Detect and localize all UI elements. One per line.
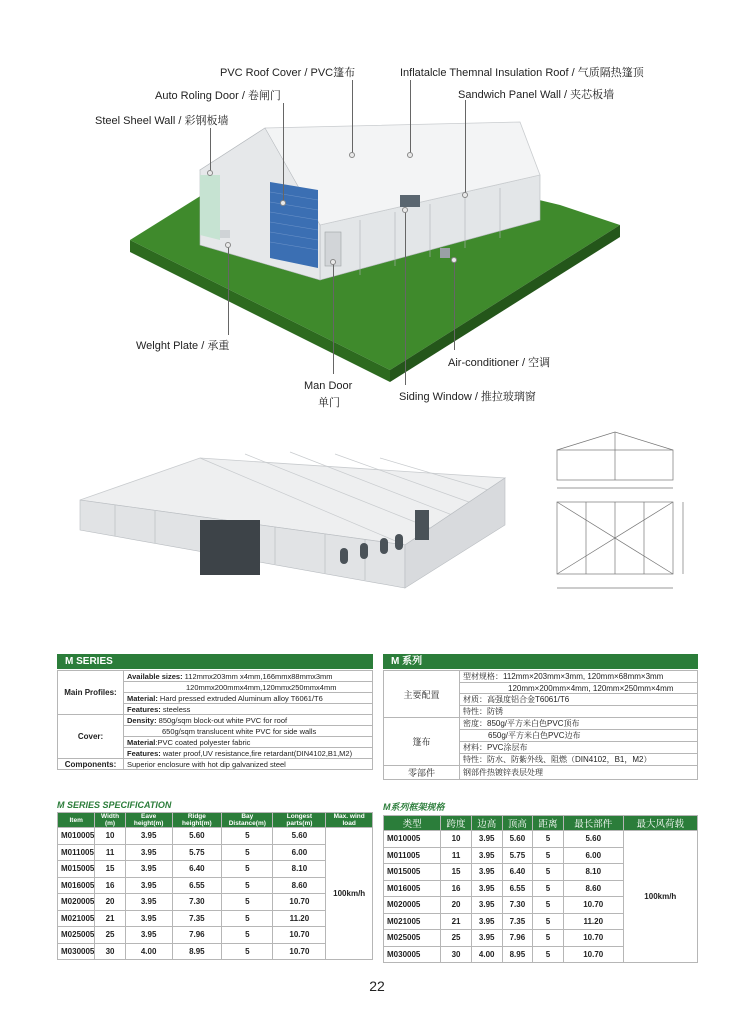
spec-cell: M015005 (384, 864, 441, 881)
spec-cell: 3.95 (125, 861, 172, 878)
spec-cell: 21 (95, 910, 125, 927)
table-row (58, 877, 373, 894)
max-wind-load-cell: 100km/h (623, 831, 697, 963)
main-profiles-label-cn: 主要配置 (384, 671, 460, 718)
spec-header: Item (58, 813, 95, 828)
components-label: Components: (58, 759, 124, 770)
spec-cell: 6.55 (172, 877, 222, 894)
spec-cell: M015005 (58, 861, 95, 878)
spec-cell: 3.95 (125, 844, 172, 861)
spec-cell: 5.60 (563, 831, 623, 848)
spec-cell: 5 (533, 897, 564, 914)
cn-row8: 特性：防水、防紫外线、阻燃（DIN4102，B1，M2） (460, 754, 698, 766)
spec-cell: 11 (95, 844, 125, 861)
spec-cell: 5 (533, 847, 564, 864)
cn-row2: 120mm×200mm×4mm, 120mm×250mm×4mm (460, 683, 698, 694)
spec-cell: 8.10 (273, 861, 326, 878)
spec-cell: 7.35 (502, 913, 533, 930)
event-tent-illustration (75, 430, 515, 600)
spec-cell: 7.30 (502, 897, 533, 914)
spec-cell: 8.60 (273, 877, 326, 894)
callout-insulation-roof: Inflatalcle Themnal Insulation Roof / 气质隔热篷顶 (400, 67, 644, 79)
spec-cell: 30 (441, 946, 472, 963)
spec-header: 顶高 (502, 816, 533, 831)
spec-cell: 3.95 (125, 927, 172, 944)
spec-cell: 3.95 (471, 847, 502, 864)
spec-cell: 5 (222, 910, 273, 927)
spec-cell: 5 (533, 864, 564, 881)
spec-cell: 6.40 (172, 861, 222, 878)
spec-cell: M030005 (58, 943, 95, 960)
cn-row7: 材料：PVC涂层布 (460, 742, 698, 754)
spec-cell: M025005 (58, 927, 95, 944)
spec-cell: M021005 (58, 910, 95, 927)
spec-cell: 20 (441, 897, 472, 914)
spec-cell: 5 (222, 927, 273, 944)
page-number: 22 (369, 978, 385, 994)
features-panel-en (57, 654, 373, 770)
spec-cell: 8.60 (563, 880, 623, 897)
spec-cell: 8.95 (172, 943, 222, 960)
material-val: Hard pressed extruded Aluminum alloy T6061/T6 (157, 693, 323, 703)
cn-row6: 650g/平方米白色PVC边布 (460, 730, 698, 742)
spec-cell: M030005 (384, 946, 441, 963)
spec-cell: 11.20 (273, 910, 326, 927)
spec-cell: 10.70 (273, 927, 326, 944)
callout-steel-wall: Steel Sheel Wall / 彩钢板墙 (95, 115, 229, 127)
density-val2: 650g/sqm translucent white PVC for side walls (124, 726, 373, 737)
spec-cell: 7.35 (172, 910, 222, 927)
spec-header: 距离 (533, 816, 564, 831)
spec-header: Bay Distance(m) (222, 813, 273, 828)
spec-cell: M020005 (58, 894, 95, 911)
cover-features-val: water proof,UV resistance,fire retardant(DIN4102,B1,M2) (160, 748, 353, 758)
cover-label-cn: 篷布 (384, 718, 460, 766)
cover-label: Cover: (58, 715, 124, 759)
table-row (58, 894, 373, 911)
spec-header: Width (m) (95, 813, 125, 828)
spec-cell: 30 (95, 943, 125, 960)
spec-cell: 5 (222, 828, 273, 845)
spec-panel-en (57, 800, 373, 960)
spec-cell: 16 (95, 877, 125, 894)
features-title-cn: M 系列 (383, 654, 698, 669)
spec-header: Eave height(m) (125, 813, 172, 828)
main-profiles-label: Main Profiles: (58, 671, 124, 715)
spec-cell: 7.30 (172, 894, 222, 911)
features-key: Features: (127, 704, 161, 714)
callout-man-door-cn: 单门 (318, 397, 340, 409)
spec-cell: 8.10 (563, 864, 623, 881)
spec-cell: 6.40 (502, 864, 533, 881)
spec-cell: 3.95 (125, 894, 172, 911)
spec-cell: 5 (222, 877, 273, 894)
spec-cell: 10.70 (273, 943, 326, 960)
spec-cell: 4.00 (471, 946, 502, 963)
spec-cell: 3.95 (471, 880, 502, 897)
features-panel-cn (383, 654, 698, 780)
spec-cell: M016005 (58, 877, 95, 894)
spec-cell: 3.95 (125, 910, 172, 927)
spec-cell: 5 (222, 894, 273, 911)
density-val1: 850g/sqm block-out white PVC for roof (156, 715, 288, 725)
avail-val1: 112mmx203mm x4mm,166mmx88mmx3mm (182, 671, 333, 681)
spec-cell: 5 (533, 880, 564, 897)
table-row (58, 927, 373, 944)
table-row (58, 861, 373, 878)
components-val: Superior enclosure with hot dip galvanized steel (124, 759, 373, 770)
spec-cell: 10.70 (563, 946, 623, 963)
cn-row9: 钢部件热镀锌表层处理 (460, 766, 698, 780)
spec-cell: 10.70 (563, 930, 623, 947)
spec-cell: 5.60 (172, 828, 222, 845)
max-wind-load-cell: 100km/h (326, 828, 373, 960)
table-row (58, 844, 373, 861)
cover-material-val: :PVC coated polyester fabric (155, 737, 251, 747)
table-row (58, 910, 373, 927)
spec-cell: M016005 (384, 880, 441, 897)
spec-cell: 3.95 (125, 828, 172, 845)
callout-man-door: Man Door (304, 380, 353, 392)
spec-cell: 3.95 (471, 897, 502, 914)
cn-row3: 材质：高强度铝合金T6061/T6 (460, 694, 698, 706)
spec-header: 最大风荷载 (623, 816, 697, 831)
spec-cell: 6.00 (563, 847, 623, 864)
spec-cell: 6.55 (502, 880, 533, 897)
spec-header: Longest parts(m) (273, 813, 326, 828)
spec-panel-cn (383, 800, 698, 963)
spec-cell: M020005 (384, 897, 441, 914)
spec-cell: 3.95 (471, 864, 502, 881)
features-title-en: M SERIES (57, 654, 373, 669)
spec-cell: M011005 (384, 847, 441, 864)
spec-cell: 15 (95, 861, 125, 878)
density-key: Density: (127, 715, 157, 725)
table-row (58, 828, 373, 845)
spec-header: 边高 (471, 816, 502, 831)
spec-cell: M025005 (384, 930, 441, 947)
spec-header: 跨度 (441, 816, 472, 831)
spec-cell: 4.00 (125, 943, 172, 960)
spec-cell: 16 (441, 880, 472, 897)
spec-cell: 3.95 (125, 877, 172, 894)
spec-cell: 5 (222, 844, 273, 861)
callout-air-conditioner: Air-conditioner / 空调 (448, 357, 551, 369)
spec-cell: 20 (95, 894, 125, 911)
spec-cell: 5 (533, 930, 564, 947)
spec-cell: M021005 (384, 913, 441, 930)
spec-cell: 5 (222, 943, 273, 960)
spec-cell: M010005 (384, 831, 441, 848)
features-val: steeless (160, 704, 191, 714)
spec-cell: 3.95 (471, 913, 502, 930)
avail-key: Available sizes: (127, 671, 183, 681)
spec-cell: 7.96 (502, 930, 533, 947)
spec-header: Max. wind load (326, 813, 373, 828)
spec-cell: 21 (441, 913, 472, 930)
spec-cell: 11.20 (563, 913, 623, 930)
spec-cell: 10.70 (273, 894, 326, 911)
callout-sandwich-wall: Sandwich Panel Wall / 夹芯板墙 (458, 89, 615, 101)
spec-header: Ridge height(m) (172, 813, 222, 828)
cn-row5: 密度：850g/平方米白色PVC顶布 (460, 718, 698, 730)
spec-header: 类型 (384, 816, 441, 831)
spec-cell: 10 (95, 828, 125, 845)
components-label-cn: 零部件 (384, 766, 460, 780)
spec-cell: 10.70 (563, 897, 623, 914)
frame-dimension-drawings (545, 430, 705, 600)
spec-cell: 10 (441, 831, 472, 848)
callout-siding-window: Siding Window / 推拉玻璃窗 (399, 391, 536, 403)
spec-cell: 25 (95, 927, 125, 944)
cn-row1: 型材规格：112mm×203mm×3mm, 120mm×68mm×3mm (460, 671, 698, 683)
avail-val2: 120mmx200mmx4mm,120mmx250mmx4mm (124, 682, 373, 693)
spec-cell: 5.60 (502, 831, 533, 848)
table-row (58, 943, 373, 960)
spec-cell: 6.00 (273, 844, 326, 861)
spec-cell: M010005 (58, 828, 95, 845)
callout-weight-plate: Welght Plate / 承重 (136, 340, 230, 352)
spec-cell: 3.95 (471, 831, 502, 848)
callout-pvc-roof: PVC Roof Cover / PVC篷布 (220, 67, 356, 79)
spec-cell: 25 (441, 930, 472, 947)
spec-cell: 8.95 (502, 946, 533, 963)
spec-title-cn: M系列框架规格 (383, 802, 445, 812)
cover-material-key: Material (127, 737, 156, 747)
spec-cell: 5 (533, 831, 564, 848)
spec-cell: 5 (222, 861, 273, 878)
spec-cell: 5.75 (502, 847, 533, 864)
spec-cell: 15 (441, 864, 472, 881)
cover-features-key: Features: (127, 748, 161, 758)
spec-cell: 5 (533, 946, 564, 963)
spec-cell: 5.60 (273, 828, 326, 845)
spec-cell: 7.96 (172, 927, 222, 944)
spec-title-en: M SERIES SPECIFICATION (57, 800, 172, 810)
table-row (384, 831, 698, 848)
spec-cell: M011005 (58, 844, 95, 861)
spec-cell: 5 (533, 913, 564, 930)
spec-header: 最长部件 (563, 816, 623, 831)
spec-cell: 11 (441, 847, 472, 864)
spec-cell: 5.75 (172, 844, 222, 861)
cn-row4: 特性：防锈 (460, 706, 698, 718)
callout-auto-door: Auto Roling Door / 卷闸门 (155, 90, 281, 102)
material-key: Material: (127, 693, 158, 703)
spec-cell: 3.95 (471, 930, 502, 947)
